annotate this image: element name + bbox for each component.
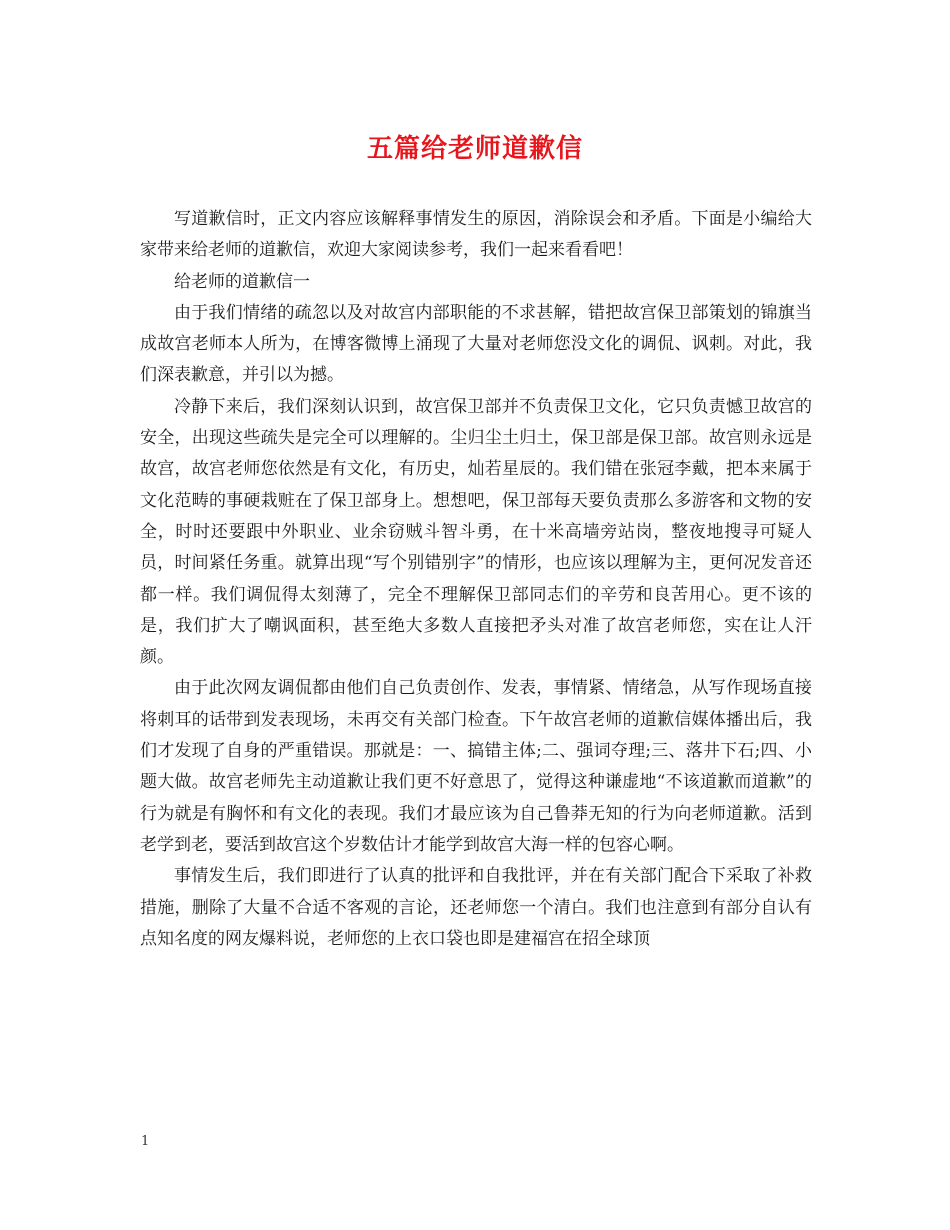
paragraph: 由于我们情绪的疏忽以及对故宫内部职能的不求甚解，错把故宫保卫部策划的锦旗当成故宫老师本人所为，在博客微博上涌现了大量对老师您没文化的调侃、讽刺。对此，我们深表歉意，并引以为撼。 [140, 302, 812, 386]
paragraph: 由于此次网友调侃都由他们自己负责创作、发表，事情紧、情绪急，从写作现场直接将刺耳的话带到发表现场，未再交有关部门检查。下午故宫老师的道歉信媒体播出后，我们才发现了自身的严重错误。那就是：一、搞错主体;二、强词夺理;三、落井下石;四、小题大做。故宫老师先主动道歉让我们更不好意思了，觉得这种谦虚地“不该道歉而道歉”的行为就是有胸怀和有文化的表现。我们才最应该为自己鲁莽无知的行为向老师道歉。活到老学到老，要活到故宫这个岁数估计才能学到故宫大海一样的包容心啊。 [140, 678, 812, 855]
paragraph: 事情发生后，我们即进行了认真的批评和自我批评，并在有关部门配合下采取了补救措施，删除了大量不合适不客观的言论，还老师您一个清白。我们也注意到有部分自认有点知名度的网友爆料说，老师您的上衣口袋也即是建福宫在招全球顶 [140, 866, 812, 949]
document-body [140, 204, 812, 955]
paragraph-intro: 写道歉信时，正文内容应该解释事情发生的原因，消除误会和矛盾。下面是小编给大家带来给老师的道歉信，欢迎大家阅读参考，我们一起来看看吧！ [140, 209, 812, 261]
paragraph: 冷静下来后，我们深刻认识到，故宫保卫部并不负责保卫文化，它只负责憾卫故宫的安全，出现这些疏失是完全可以理解的。尘归尘土归土，保卫部是保卫部。故宫则永远是故宫，故宫老师您依然是有文化，有历史，灿若星辰的。我们错在张冠李戴，把本来属于文化范畴的事硬栽赃在了保卫部身上。想想吧，保卫部每天要负责那么多游客和文物的安全，时时还要跟中外职业、业余窃贼斗智斗勇，在十米高墙旁站岗，整夜地搜寻可疑人员，时间紧任务重。就算出现“写个别错别字”的情形，也应该以理解为主，更何况发音还都一样。我们调侃得太刻薄了，完全不理解保卫部同志们的辛劳和良苦用心。更不该的是，我们扩大了嘲讽面积，甚至绝大多数人直接把矛头对准了故宫老师您，实在让人汗颜。 [140, 396, 812, 668]
page-number: 1 [141, 1134, 150, 1149]
section-heading: 给老师的道歉信一 [174, 271, 310, 292]
document-title: 五篇给老师道歉信 [366, 134, 583, 164]
